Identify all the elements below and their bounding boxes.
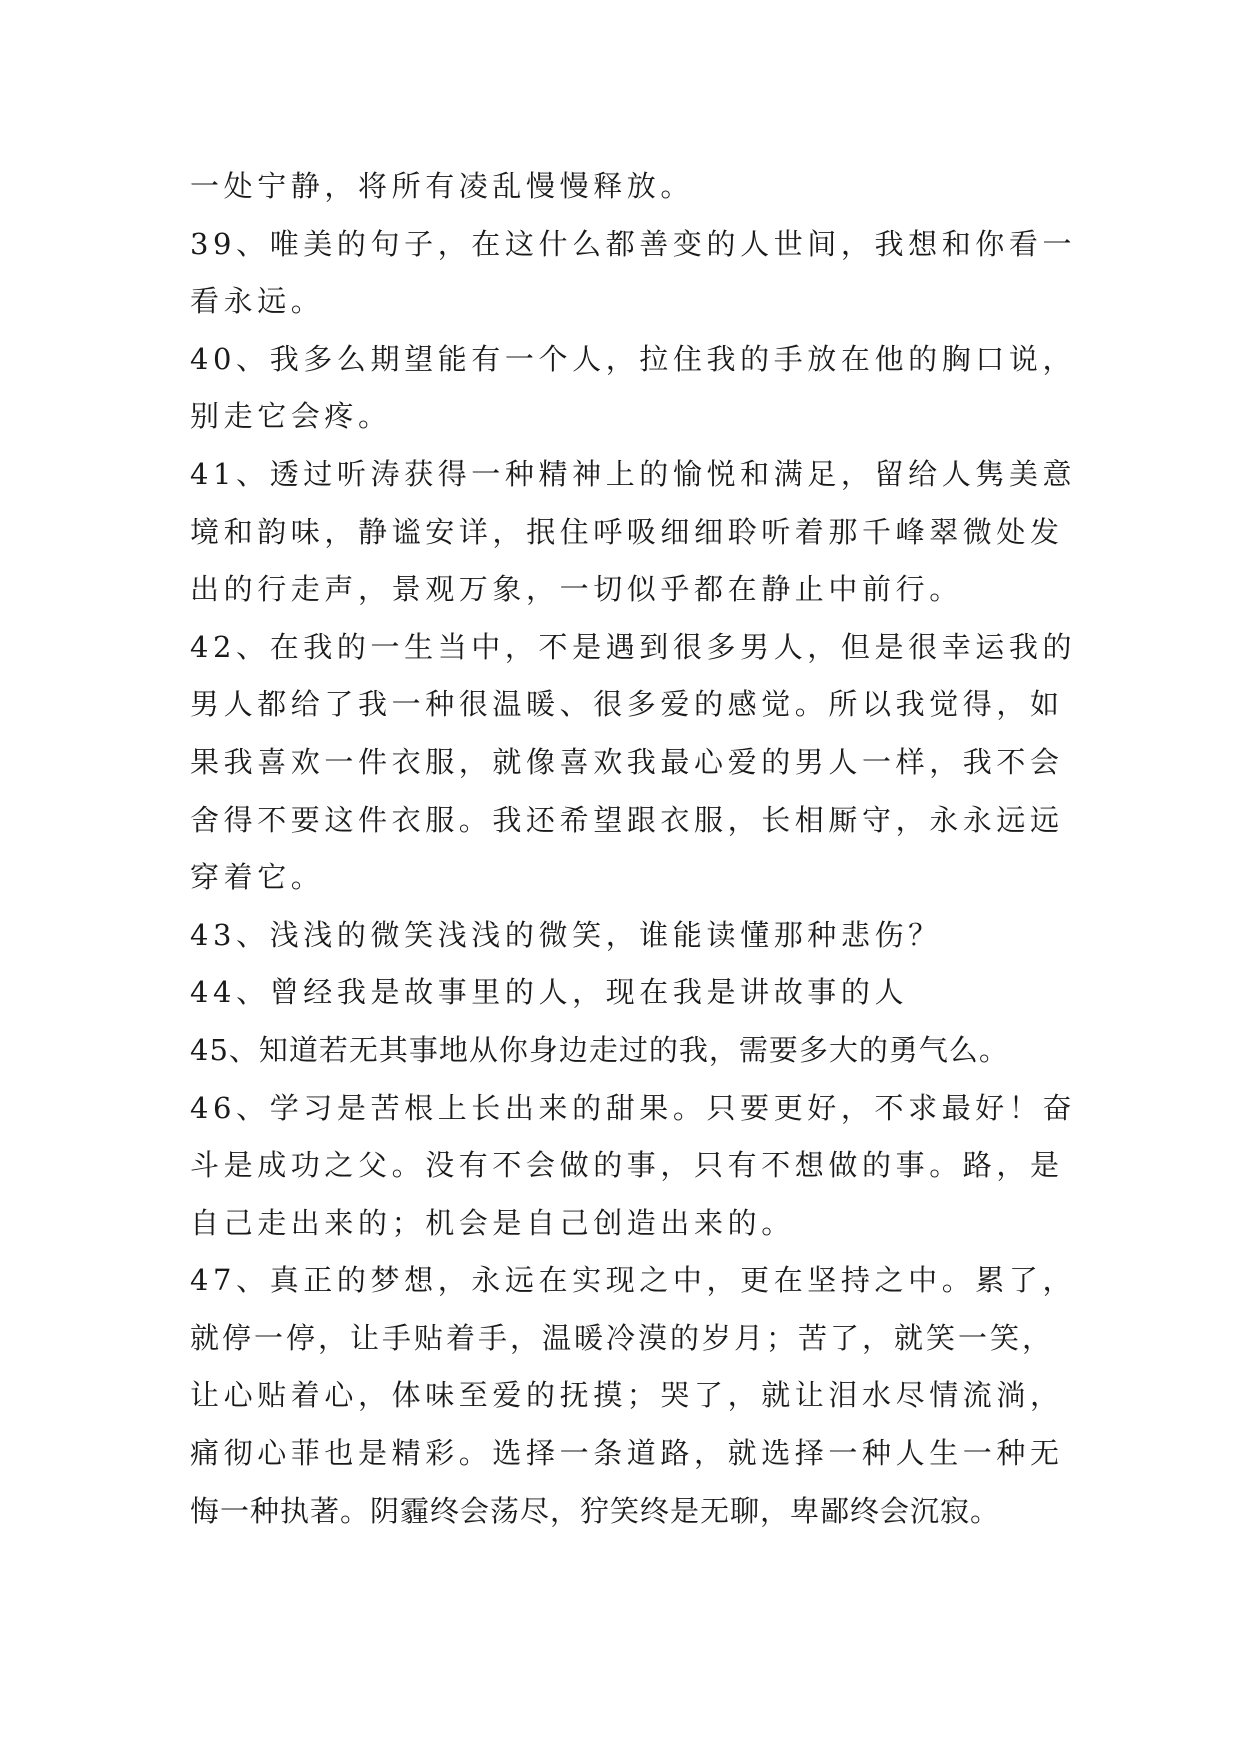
text-line: 舍得不要这件衣服。我还希望跟衣服，长相厮守，永永远远 [190,802,1064,837]
text-line: 让心贴着心，体味至爱的抚摸；哭了，就让泪水尽情流淌， [190,1378,1064,1413]
text-line: 一处宁静，将所有凌乱慢慢释放。 [190,169,695,203]
text-line: 果我喜欢一件衣服，就像喜欢我最心爱的男人一样，我不会 [190,744,1064,779]
text-line: 别走它会疼。 [190,399,392,434]
text-line: 47、真正的梦想，永远在实现之中，更在坚持之中。累了， [190,1263,1077,1298]
text-line: 39、唯美的句子，在这什么都善变的人世间，我想和你看一 [190,226,1077,261]
text-line: 出的行走声，景观万象，一切似乎都在静止中前行。 [190,572,963,607]
text-line: 43、浅浅的微笑浅浅的微笑，谁能读懂那种悲伤？ [190,917,942,952]
text-line: 看永远。 [190,284,325,319]
text-line: 就停一停，让手贴着手，温暖冷漠的岁月；苦了，就笑一笑， [190,1320,1055,1355]
text-line: 斗是成功之父。没有不会做的事，只有不想做的事。路，是 [190,1148,1064,1183]
text-line: 41、透过听涛获得一种精神上的愉悦和满足，留给人隽美意 [190,456,1077,491]
text-line: 自己走出来的；机会是自己创造出来的。 [190,1205,795,1240]
text-line: 境和韵味，静谧安详，抿住呼吸细细聆听着那千峰翠微处发 [190,514,1064,549]
document-body [190,158,1077,1540]
text-line: 男人都给了我一种很温暖、很多爱的感觉。所以我觉得，如 [190,687,1064,722]
text-line: 穿着它。 [190,860,325,895]
text-line: 44、曾经我是故事里的人，现在我是讲故事的人 [190,975,909,1010]
text-line: 42、在我的一生当中，不是遇到很多男人，但是很幸运我的 [190,629,1077,664]
text-line: 45、知道若无其事地从你身边走过的我，需要多大的勇气么。 [190,1032,1009,1067]
text-line: 40、我多么期望能有一个人，拉住我的手放在他的胸口说， [190,341,1077,376]
text-line: 悔一种执著。阴霾终会荡尽，狞笑终是无聊，卑鄙终会沉寂。 [190,1493,1001,1528]
text-line: 痛彻心菲也是精彩。选择一条道路，就选择一种人生一种无 [190,1436,1064,1471]
text-line: 46、学习是苦根上长出来的甜果。只要更好，不求最好！奋 [190,1090,1077,1125]
